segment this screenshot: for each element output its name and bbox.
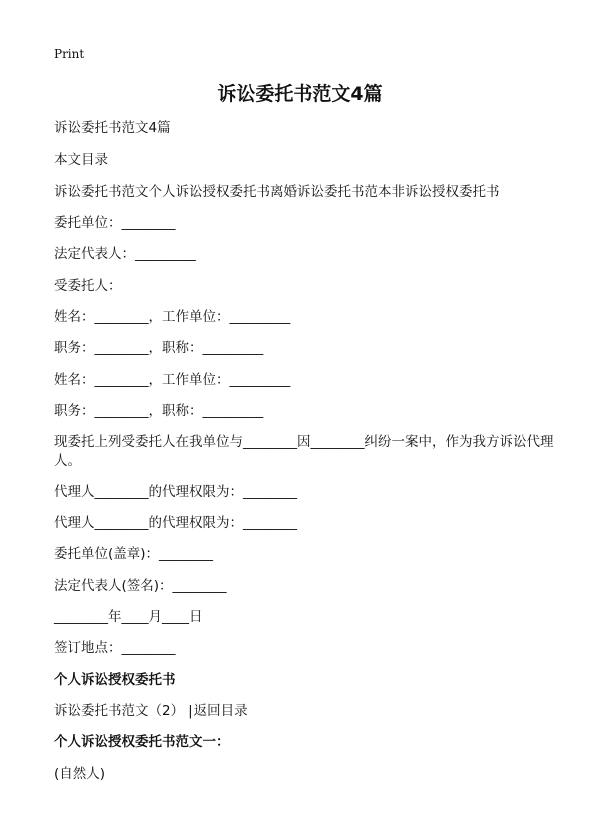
- section-label: 诉讼委托书范文（2）: [54, 703, 185, 719]
- back-to-toc-link[interactable]: 返回目录: [193, 703, 248, 719]
- form-line-location: 签订地点：________: [54, 640, 176, 656]
- form-line-name-2: 姓名：________，工作单位：_________: [54, 372, 291, 388]
- form-line-authority-2: 代理人________的代理权限为：________: [54, 515, 297, 531]
- form-line-seal: 委托单位(盖章)：________: [54, 546, 214, 562]
- form-line-legal-rep: 法定代表人：_________: [54, 246, 196, 262]
- toc-list[interactable]: 诉讼委托书范文个人诉讼授权委托书离婚诉讼委托书范本非诉讼授权委托书: [54, 184, 500, 200]
- party-type-label: (自然人): [54, 766, 106, 782]
- print-link[interactable]: Print: [54, 47, 85, 61]
- toc-heading: 本文目录: [54, 152, 108, 168]
- form-line-position-2: 职务：________，职称：_________: [54, 403, 264, 419]
- subtitle: 诉讼委托书范文4篇: [54, 120, 171, 136]
- nav-separator: |: [188, 703, 193, 719]
- section-nav: [54, 702, 248, 720]
- form-line-name-1: 姓名：________，工作单位：_________: [54, 309, 291, 325]
- form-line-unit: 委托单位：________: [54, 215, 176, 231]
- form-line-signature: 法定代表人(签名)：________: [54, 578, 227, 594]
- form-line-trustee-heading: 受委托人：: [54, 278, 122, 294]
- section-heading-personal: 个人诉讼授权委托书: [54, 672, 176, 688]
- form-line-authority-1: 代理人________的代理权限为：________: [54, 484, 297, 500]
- form-line-date: ________年____月____日: [54, 609, 203, 625]
- form-paragraph-mandate: 现委托上列受委托人在我单位与________因________纠纷一案中，作为我方诉讼代理人。: [54, 434, 554, 469]
- document-title: 诉讼委托书范文4篇: [217, 83, 383, 105]
- section-subheading: 个人诉讼授权委托书范文一：: [54, 734, 230, 750]
- form-line-position-1: 职务：________，职称：_________: [54, 340, 264, 356]
